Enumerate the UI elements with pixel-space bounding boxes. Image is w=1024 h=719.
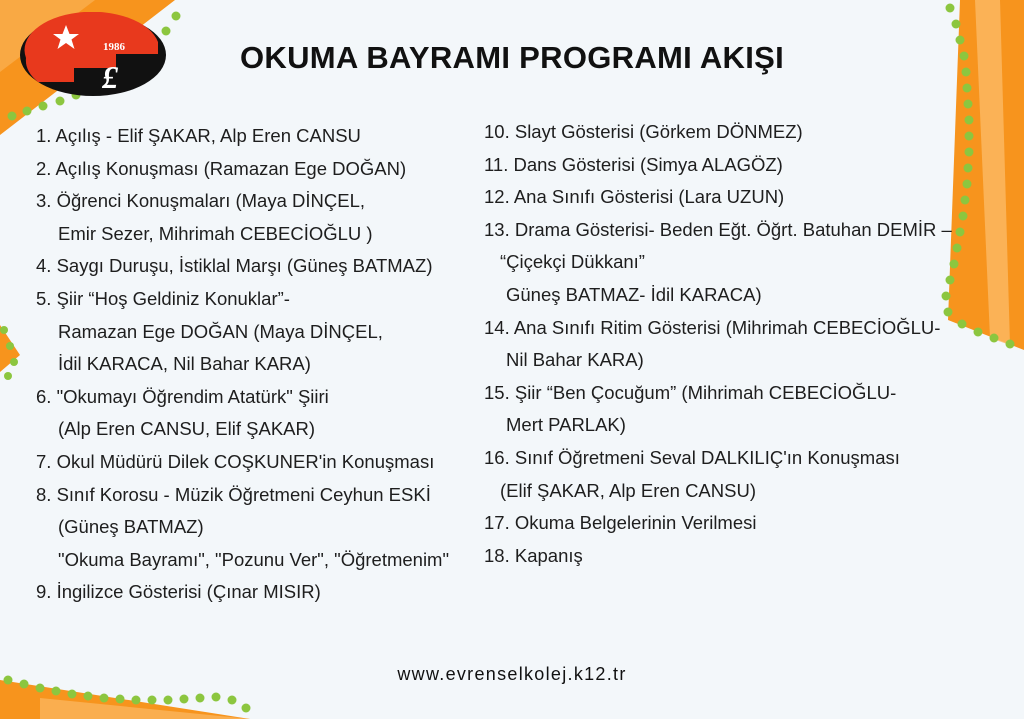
list-item-continuation: Ramazan Ege DOĞAN (Maya DİNÇEL,	[58, 320, 383, 342]
list-item-continuation: "Okuma Bayramı", "Pozunu Ver", "Öğretmenim"	[58, 548, 450, 570]
list-item: 2. Açılış Konuşması (Ramazan Ege DOĞAN)	[36, 157, 407, 179]
list-item-continuation: Nil Bahar KARA)	[506, 349, 644, 371]
list-item: 5. Şiir “Hoş Geldiniz Konuklar”-	[36, 287, 290, 309]
list-item-continuation: “Çiçekçi Dükkanı”	[500, 251, 645, 273]
list-item: 11. Dans Gösterisi (Simya ALAGÖZ)	[484, 153, 783, 175]
list-item-continuation: Mert PARLAK)	[506, 414, 626, 436]
logo-glyph: £	[102, 59, 118, 95]
list-item: 9. İngilizce Gösterisi (Çınar MISIR)	[36, 581, 321, 603]
list-item: 16. Sınıf Öğretmeni Seval DALKILIÇ'ın Konuşması	[484, 446, 900, 468]
list-item-continuation: (Güneş BATMAZ)	[58, 516, 204, 538]
page-title: OKUMA BAYRAMI PROGRAMI AKIŞI	[239, 40, 785, 75]
list-item-continuation: (Elif ŞAKAR, Alp Eren CANSU)	[500, 479, 756, 501]
list-item: 6. "Okumayı Öğrendim Atatürk" Şiiri	[36, 385, 329, 407]
list-item-continuation: İdil KARACA, Nil Bahar KARA)	[58, 353, 311, 375]
program-list-right	[484, 116, 974, 572]
list-item: 1. Açılış - Elif ŞAKAR, Alp Eren CANSU	[36, 125, 361, 146]
program-list-left	[36, 120, 476, 609]
list-item-continuation: (Alp Eren CANSU, Elif ŞAKAR)	[58, 418, 316, 440]
list-item: 13. Drama Gösterisi- Beden Eğt. Öğrt. Batuhan DEMİR –	[484, 218, 952, 240]
list-item: 4. Saygı Duruşu, İstiklal Marşı (Güneş BATMAZ)	[36, 255, 433, 277]
website-url: www.evrenselkolej.k12.tr	[397, 664, 627, 684]
list-item: 14. Ana Sınıfı Ritim Gösterisi (Mihrimah CEBECİOĞLU-	[484, 316, 941, 338]
list-item-continuation: Güneş BATMAZ- İdil KARACA)	[506, 283, 762, 305]
list-item: 18. Kapanış	[484, 544, 583, 566]
logo-year: 1986	[103, 41, 125, 53]
list-item: 7. Okul Müdürü Dilek COŞKUNER'in Konuşması	[36, 450, 435, 472]
list-item: 12. Ana Sınıfı Gösterisi (Lara UZUN)	[484, 186, 785, 208]
list-item: 15. Şiir “Ben Çocuğum” (Mihrimah CEBECİOĞLU-	[484, 381, 897, 403]
list-item: 8. Sınıf Korosu - Müzik Öğretmeni Ceyhun ESKİ	[36, 483, 431, 505]
list-item: 3. Öğrenci Konuşmaları (Maya DİNÇEL,	[36, 190, 366, 212]
list-item-continuation: Emir Sezer, Mihrimah CEBECİOĞLU )	[58, 222, 373, 244]
list-item: 17. Okuma Belgelerinin Verilmesi	[484, 512, 757, 534]
list-item: 10. Slayt Gösterisi (Görkem DÖNMEZ)	[484, 121, 803, 142]
